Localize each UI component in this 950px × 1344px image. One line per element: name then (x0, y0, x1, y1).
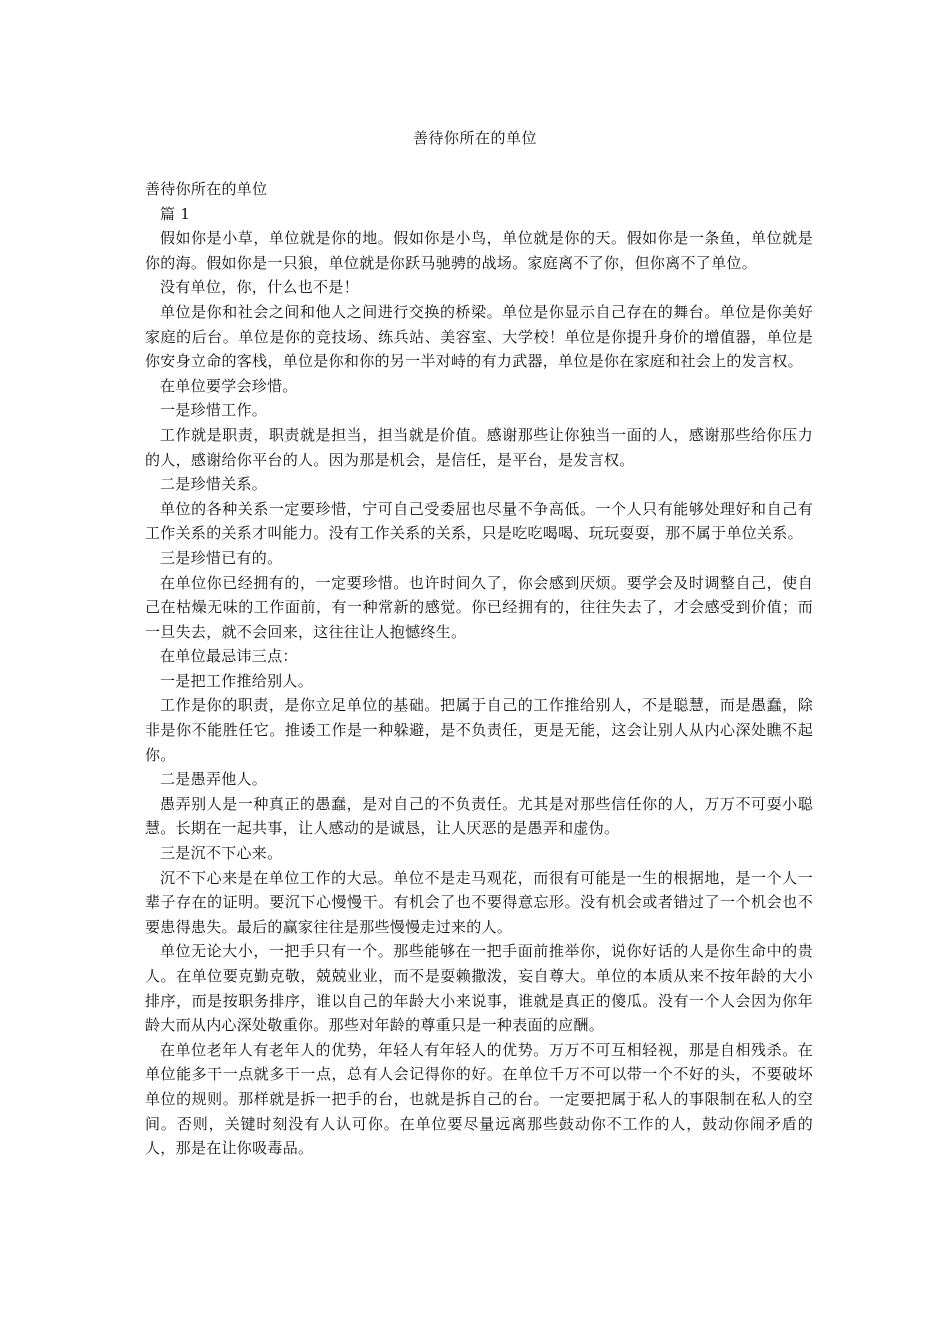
paragraph: 在单位你已经拥有的，一定要珍惜。也许时间久了，你会感到厌烦。要学会及时调整自己，使自己在枯燥无味的工作面前，有一种常新的感觉。你已经拥有的，往往失去了，才会感受到价值；而一旦失去，就不会回来，这往往让人抱憾终生。 (145, 573, 813, 641)
paragraph: 三是沉不下心来。 (160, 844, 283, 863)
paragraph: 工作就是职责，职责就是担当，担当就是价值。感谢那些让你独当一面的人，感谢那些给你压力的人，感谢给你平台的人。因为那是机会，是信任，是平台，是发言权。 (145, 425, 813, 469)
paragraph: 在单位最忌讳三点： (160, 647, 298, 666)
paragraph: 在单位老年人有老年人的优势，年轻人有年轻人的优势。万万不可互相轻视，那是自相残杀。在单位能多干一点就多干一点，总有人会记得你的好。在单位千万不可以带一个不好的头，不要破坏单位的规则。那样就是拆一把手的台，也就是拆自己的台。一定要把属于私人的事限制在私人的空间。否则，关键时刻没有人认可你。在单位要尽量远离那些鼓动你不工作的人，鼓动你闹矛盾的人，那是在让你吸毒品。 (145, 1040, 813, 1158)
paragraph: 单位是你和社会之间和他人之间进行交换的桥梁。单位是你显示自己存在的舞台。单位是你美好家庭的后台。单位是你的竞技场、练兵站、美容室、大学校！单位是你提升身价的增值器，单位是你安身立命的客栈，单位是你和你的另一半对峙的有力武器，单位是你在家庭和社会上的发言权。 (145, 302, 813, 371)
page-title: 善待你所在的单位 (412, 129, 537, 147)
document-body (145, 177, 813, 1161)
subtitle: 善待你所在的单位 (145, 180, 268, 198)
paragraph: 一是珍惜工作。 (160, 401, 268, 420)
paragraph: 没有单位，你，什么也不是！ (160, 278, 359, 297)
paragraph: 二是愚弄他人。 (160, 770, 268, 789)
paragraph: 假如你是小草，单位就是你的地。假如你是小鸟，单位就是你的天。假如你是一条鱼，单位就是你的海。假如你是一只狼，单位就是你跃马驰骋的战场。家庭离不了你，但你离不了单位。 (145, 229, 813, 272)
paragraph: 愚弄别人是一种真正的愚蠢，是对自己的不负责任。尤其是对那些信任你的人，万万不可耍小聪慧。长期在一起共事，让人感动的是诚恳，让人厌恶的是愚弄和虚伪。 (145, 794, 813, 838)
paragraph: 一是把工作推给别人。 (160, 671, 314, 690)
paragraph: 三是珍惜已有的。 (160, 548, 283, 567)
paragraph: 在单位要学会珍惜。 (160, 376, 298, 395)
paragraph: 单位的各种关系一定要珍惜，宁可自己受委屈也尽量不争高低。一个人只有能够处理好和自己有工作关系的关系才叫能力。没有工作关系的关系，只是吃吃喝喝、玩玩耍耍，那不属于单位关系。 (145, 499, 813, 543)
paragraph: 工作是你的职责，是你立足单位的基础。把属于自己的工作推给别人，不是聪慧，而是愚蠢，除非是你不能胜任它。推诿工作是一种躲避，是不负责任，更是无能，这会让别人从内心深处瞧不起你。 (145, 696, 813, 764)
paragraph: 篇 1 (160, 204, 191, 223)
paragraph: 二是珍惜关系。 (160, 475, 268, 494)
paragraph: 沉不下心来是在单位工作的大忌。单位不是走马观花，而很有可能是一生的根据地，是一个人一辈子存在的证明。要沉下心慢慢干。有机会了也不要得意忘形。没有机会或者错过了一个机会也不要患得患失。最后的赢家往往是那些慢慢走过来的人。 (145, 868, 813, 936)
paragraph: 单位无论大小，一把手只有一个。那些能够在一把手面前推举你，说你好话的人是你生命中的贵人。在单位要克勤克敬，兢兢业业，而不是耍赖撒泼，妄自尊大。单位的本质从来不按年龄的大小排序，而是按职务排序，谁以自己的年龄大小来说事，谁就是真正的傻瓜。没有一个人会因为你年龄大而从内心深处敬重你。那些对年龄的尊重只是一种表面的应酬。 (145, 942, 813, 1035)
